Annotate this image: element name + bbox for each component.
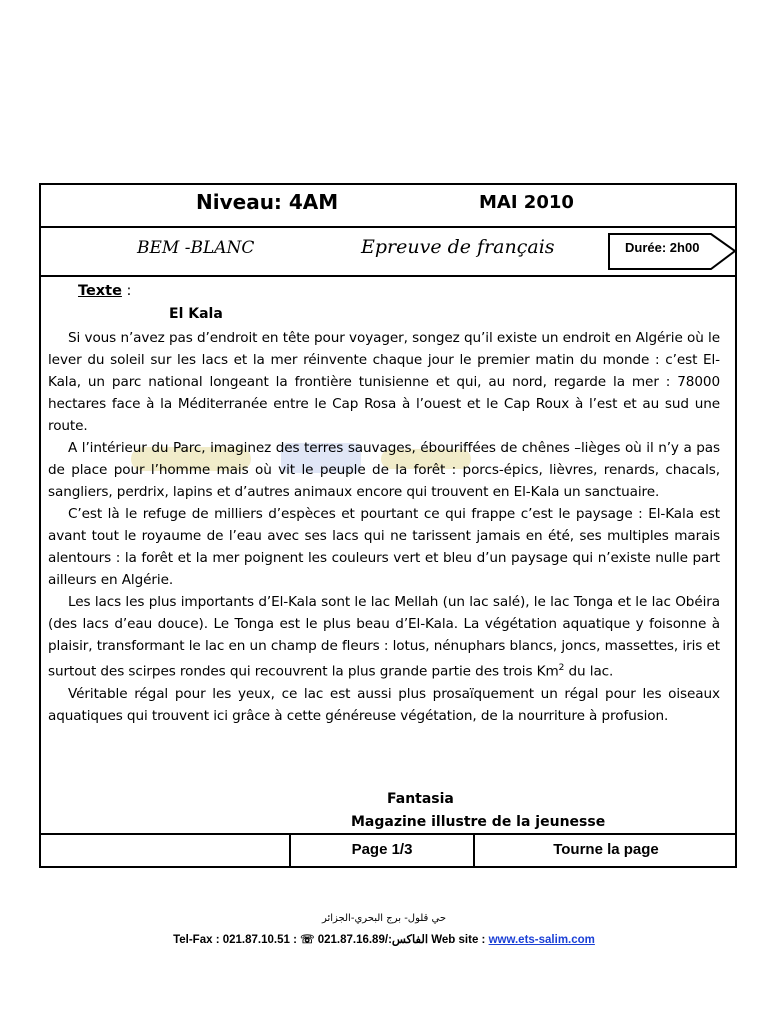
paragraph: Si vous n’avez pas d’endroit en tête pour voyager, songez qu’il existe un endroit en Algérie où le lever du soleil sur les lacs et la mer réinvente chaque jour le premier matin du monde : c’est El-Kala, un parc national longeant la frontière tunisienne et qui, au nord, regarde la mer : 78000 hectares face à la Méditerranée entre le Cap Rosa à l’ouest et le Cap Roux à l’est et au sud une route. bbox=[48, 330, 720, 434]
subject-label: Epreuve de français bbox=[361, 236, 555, 258]
paragraph-part: Les lacs les plus importants d’El-Kala sont le lac Mellah (un lac salé), le lac Tonga et le lac Obéira (des lacs d’eau douce). Le Tonga est le plus beau d’El-Kala. La végétation aquatique y foisonne à plaisir, transformant le lac en un champ de fleurs : lotus, nénuphars blancs, joncs, massettes, iris et surtout des scirpes rondes qui recouvrent la plus grande partie des trois Km bbox=[48, 594, 720, 680]
paragraph: C’est là le refuge de milliers d’espèces et pourtant ce qui frappe c’est le paysage : El-Kala est avant tout le royaume de l’eau avec ses lacs qui ne tarissent jamais en été, ses multiples marais alentours : la forêt et la mer poignent les couleurs vert et bleu d’un paysage qui n’existe nulle part ailleurs en Algérie. bbox=[48, 506, 720, 588]
paragraph: Véritable régal pour les yeux, ce lac est aussi plus prosaïquement un régal pour les oiseaux aquatiques qui trouvent ici grâce à cette généreuse végétation, de la nourriture à profusion. bbox=[48, 685, 720, 724]
footer-contact bbox=[0, 932, 768, 946]
text-body bbox=[48, 327, 720, 727]
paragraph-part: du lac. bbox=[564, 663, 614, 680]
duration-label: Durée: 2h00 bbox=[625, 240, 700, 255]
duration-badge bbox=[607, 230, 739, 273]
page-footer-row bbox=[41, 833, 735, 866]
subject-row bbox=[41, 228, 735, 277]
page-number: Page 1/3 bbox=[291, 835, 475, 866]
phone-icon: ☏ bbox=[300, 934, 315, 946]
superscript: 2 bbox=[558, 663, 565, 673]
text-heading-colon: : bbox=[121, 283, 132, 299]
level-label: Niveau: 4AM bbox=[196, 190, 339, 214]
footer-empty-cell bbox=[41, 835, 291, 866]
date-label: MAI 2010 bbox=[479, 192, 574, 213]
turn-page-label: Tourne la page bbox=[553, 841, 659, 858]
magazine-label: Magazine illustre de la jeunesse bbox=[351, 814, 606, 830]
paragraph bbox=[48, 591, 720, 683]
text-heading-label: Texte bbox=[78, 283, 122, 299]
web-label: Web site : bbox=[431, 934, 486, 946]
tel-fax-label: Tel-Fax : 021.87.10.51 : bbox=[173, 934, 297, 946]
fax-arabic-label: الفاكس: bbox=[388, 934, 429, 946]
exam-label: BEM -BLANC bbox=[137, 238, 255, 258]
text-heading bbox=[78, 283, 131, 299]
text-title: El Kala bbox=[169, 306, 223, 322]
text-content bbox=[41, 277, 735, 837]
exam-sheet bbox=[39, 183, 737, 868]
paragraph: A l’intérieur du Parc, imaginez des terres sauvages, ébouriffées de chênes –lièges où il n’y a pas de place pour l’homme mais où vit le peuple de la forêt : porcs-épics, lièvres, renards, chacals, sangliers, perdrix, lapins et d’autres animaux encore qui trouvent en El-Kala un sanctuaire. bbox=[48, 440, 720, 500]
website-link[interactable]: www.ets-salim.com bbox=[488, 934, 595, 946]
source-label: Fantasia bbox=[387, 791, 454, 807]
header-row bbox=[41, 185, 735, 228]
footer-address: حي قلول- برج البحري-الجزائر bbox=[321, 913, 447, 924]
fax-number: /021.87.16.89 bbox=[317, 934, 389, 946]
